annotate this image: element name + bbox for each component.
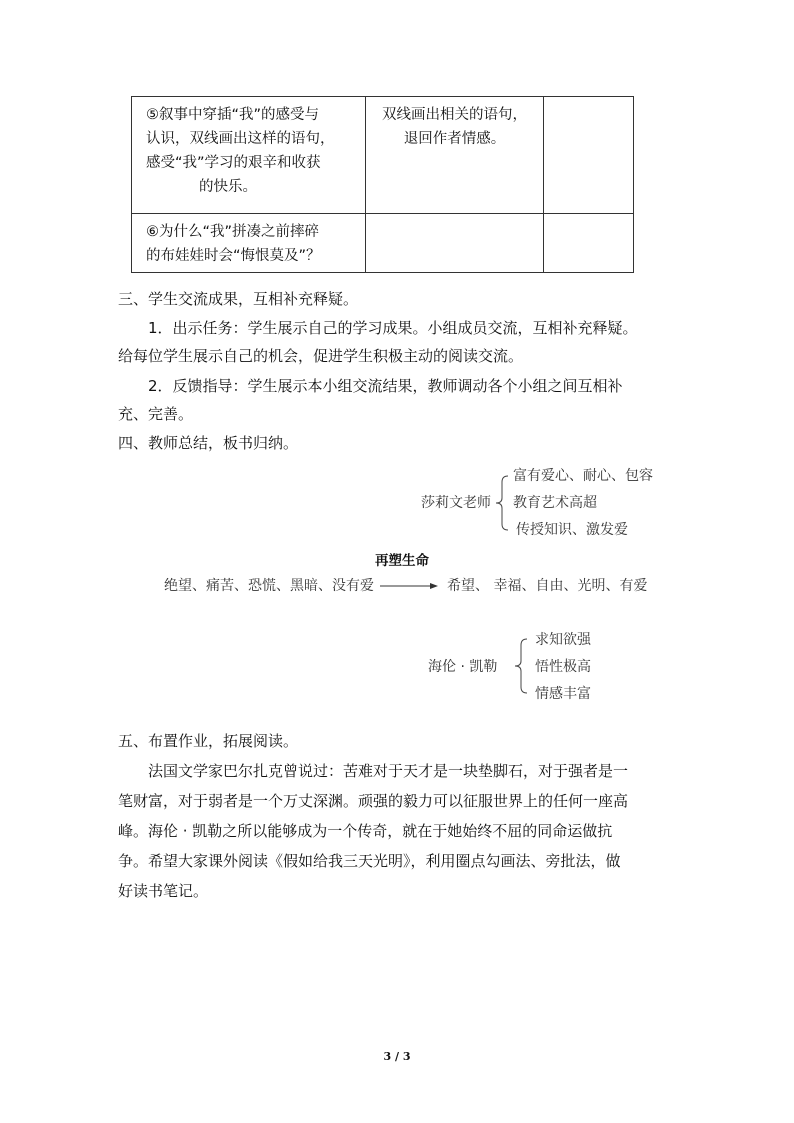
notes-cell — [544, 214, 634, 273]
section3-paragraph-line: 1．出示任务：学生展示自己的学习成果。小组成员交流，互相补充释疑。 — [148, 319, 638, 337]
section5-heading: 五、布置作业，拓展阅读。 — [118, 732, 299, 750]
section5-paragraph-line: 笔财富，对于弱者是一个万丈深渊。顽强的毅力可以征服世界上的任何一座高 — [118, 792, 629, 810]
lesson-table — [131, 96, 634, 273]
question-line: ⑥为什么“我”拼凑之前摔碎 — [146, 224, 320, 240]
table-row — [132, 214, 634, 273]
teacher-trait: 传授知识、激发爱 — [516, 522, 628, 538]
arrow-head — [430, 583, 438, 589]
method-cell — [366, 214, 544, 273]
section5-paragraph-line: 峰。海伦 · 凯勒之所以能够成为一个传奇，就在于她始终不屈的同命运做抗 — [118, 822, 613, 840]
section3-paragraph-line: 2．反馈指导：学生展示本小组交流结果，教师调动各个小组之间互相补 — [148, 377, 623, 395]
question-cell — [132, 97, 366, 214]
section5-paragraph-line: 争。希望大家课外阅读《假如给我三天光明》，利用圈点勾画法、旁批法，做 — [118, 852, 621, 870]
student-trait: 求知欲强 — [535, 632, 591, 648]
teacher-brace — [496, 476, 508, 530]
question-line: 感受“我”学习的艰辛和收获 — [146, 155, 321, 171]
section4-heading: 四、教师总结，板书归纳。 — [118, 434, 299, 452]
student-trait: 悟性极高 — [535, 659, 591, 675]
method-line: 双线画出相关的语句， — [382, 107, 527, 123]
student-brace — [515, 639, 527, 693]
section3-paragraph-line: 给每位学生展示自己的机会，促进学生积极主动的阅读交流。 — [118, 347, 524, 365]
method-line: 退回作者情感。 — [403, 131, 506, 147]
method-cell — [366, 97, 544, 214]
question-line: ⑤叙事中穿插“我”的感受与 — [146, 107, 320, 123]
table-row — [132, 97, 634, 214]
teacher-trait: 教育艺术高超 — [513, 495, 597, 511]
notes-cell — [544, 97, 634, 214]
question-line: 认识，双线画出这样的语句， — [146, 131, 335, 147]
section3-heading: 三、学生交流成果，互相补充释疑。 — [118, 290, 359, 308]
page-number: 3 / 3 — [383, 1050, 411, 1063]
question-cell — [132, 214, 366, 273]
section3-paragraph-line: 充、完善。 — [118, 405, 194, 423]
after-state: 希望、 幸福、自由、光明、有爱 — [447, 578, 648, 594]
question-line: 的布娃娃时会“悔恨莫及”？ — [146, 248, 321, 264]
before-state: 绝望、痛苦、恐慌、黑暗、没有爱 — [164, 578, 374, 594]
teacher-label: 莎莉文老师 — [421, 495, 491, 511]
section5-paragraph-line: 好读书笔记。 — [118, 882, 209, 900]
section5-paragraph-line: 法国文学家巴尔扎克曾说过：苦难对于天才是一块垫脚石，对于强者是一 — [148, 762, 629, 780]
student-label: 海伦 · 凯勒 — [428, 659, 498, 675]
student-trait: 情感丰富 — [535, 686, 591, 702]
teacher-trait: 富有爱心、耐心、包容 — [513, 468, 653, 484]
question-line: 的快乐。 — [199, 179, 257, 195]
board-title: 再塑生命 — [375, 553, 429, 569]
